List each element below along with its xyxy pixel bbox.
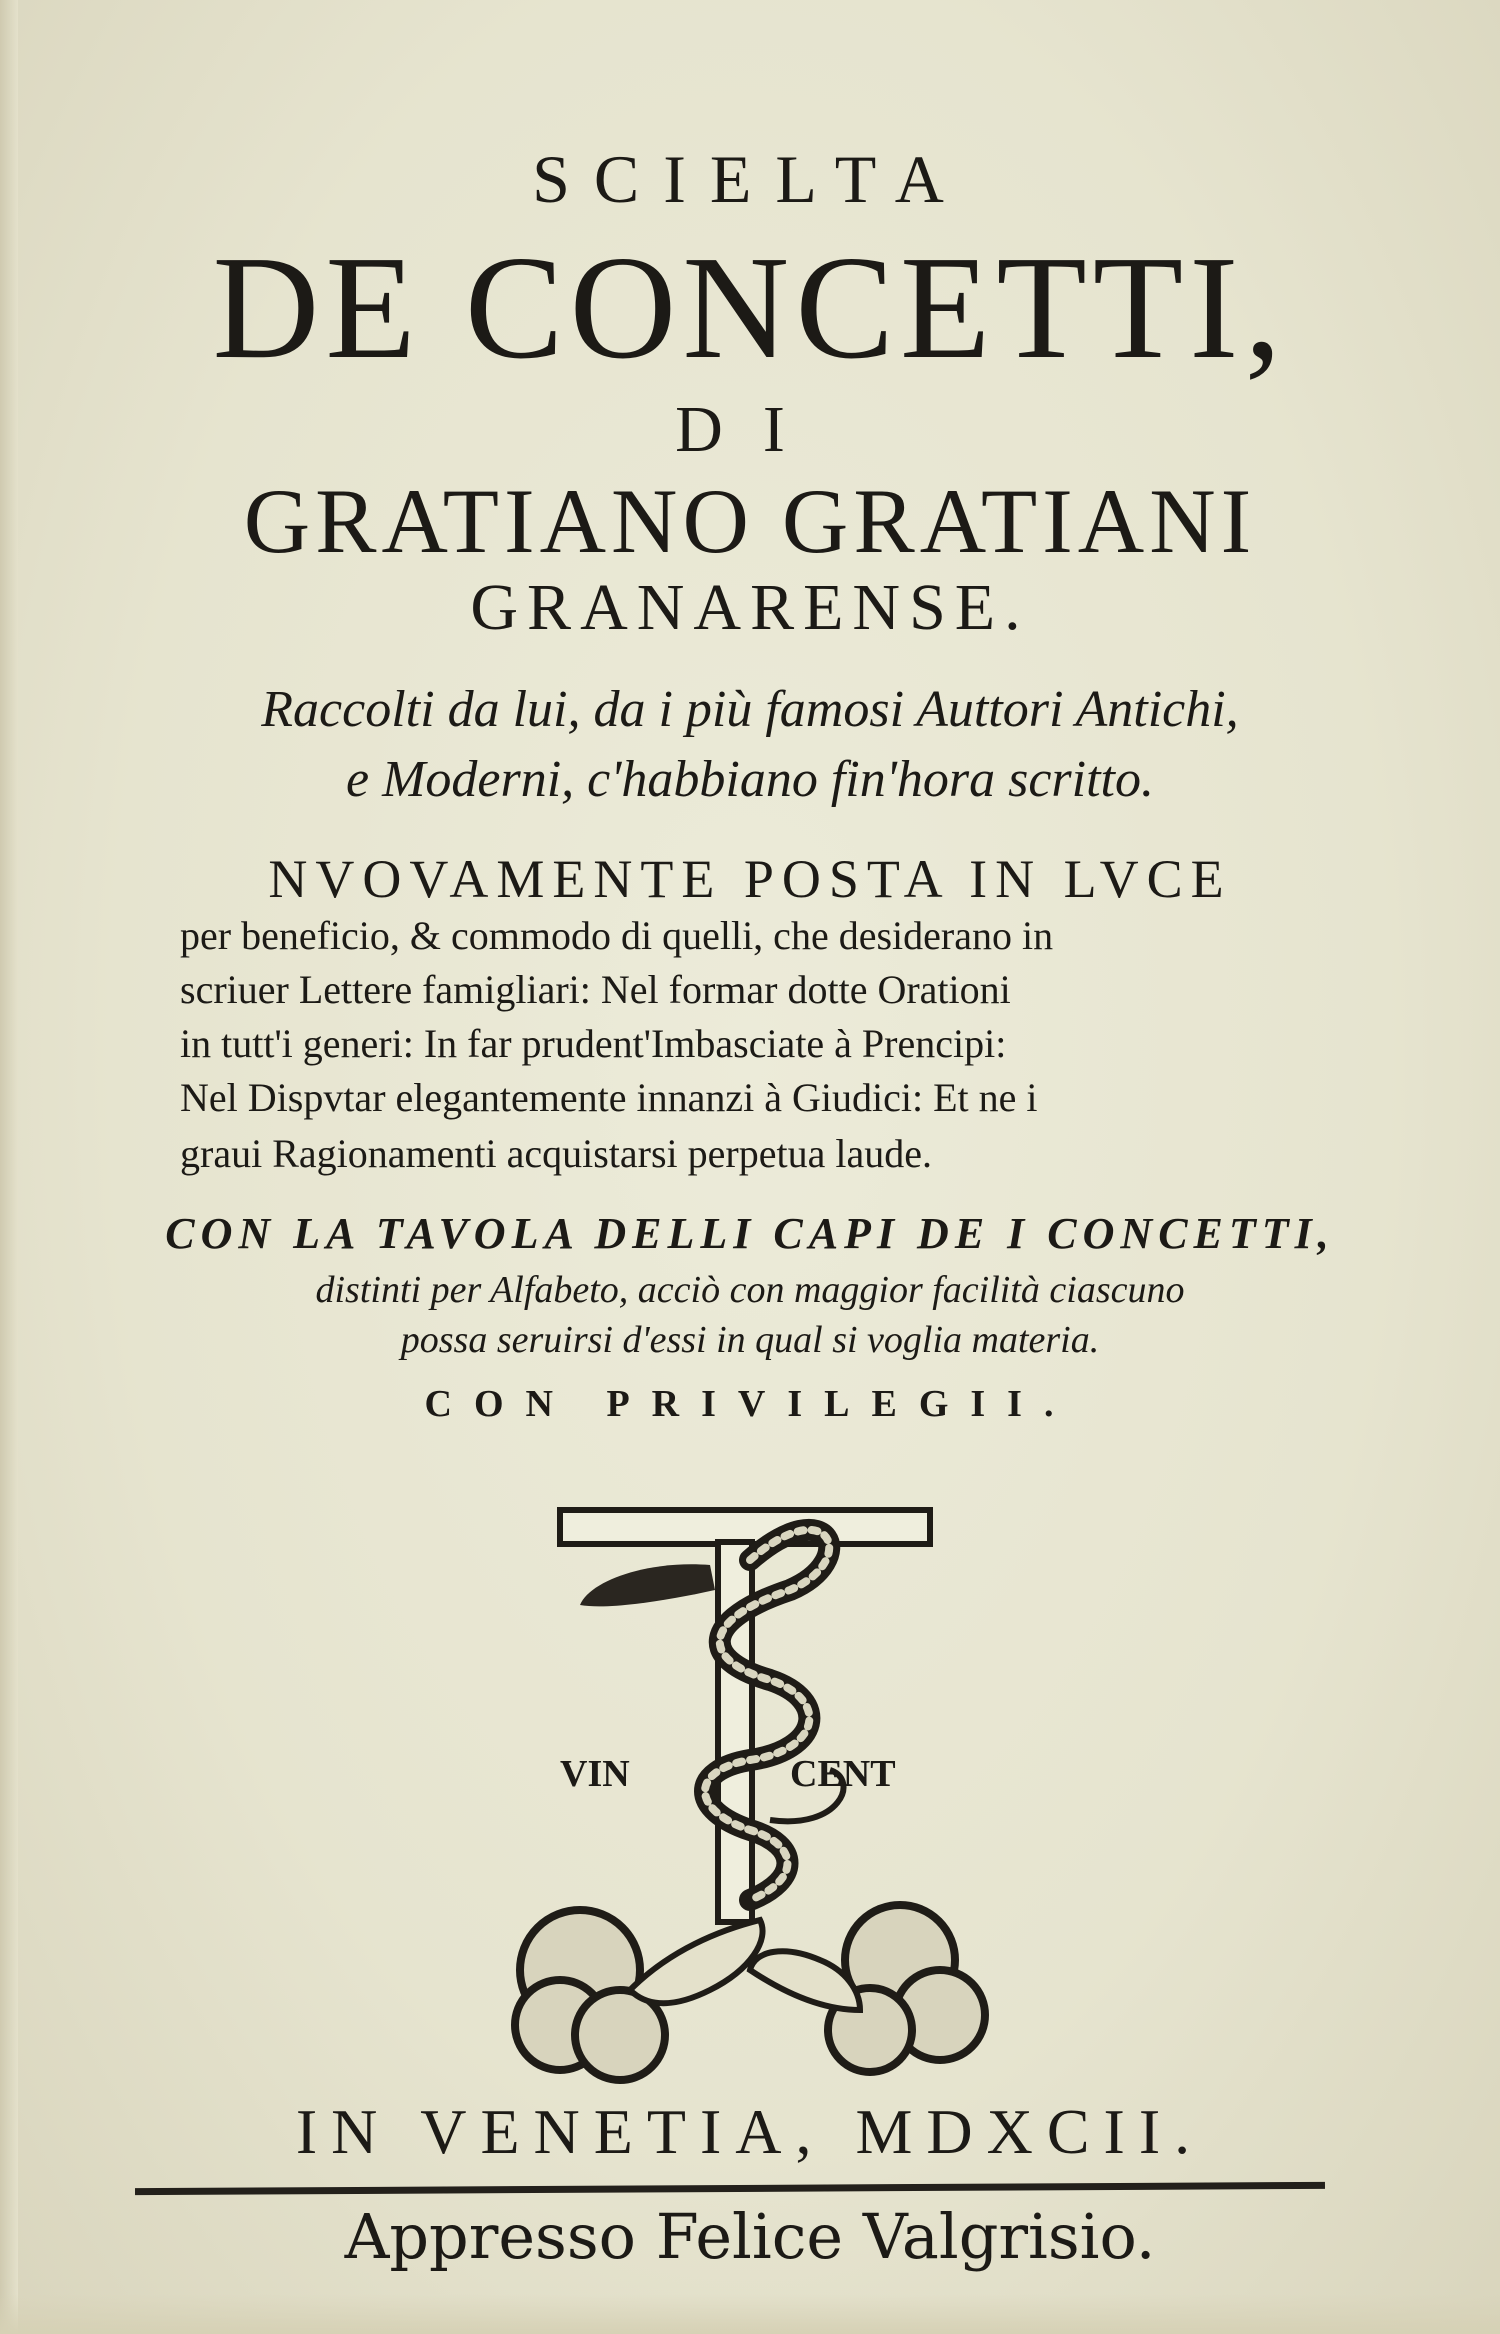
contents-note-line-3: possa seruirsi d'essi in qual si voglia materia. xyxy=(400,1319,1100,1361)
contents-note-line-1: CON LA TAVOLA DELLI CAPI DE I CONCETTI, xyxy=(165,1209,1335,1258)
privilege-line: CON PRIVILEGII. xyxy=(424,1383,1076,1425)
title-line-2: DE CONCETTI, xyxy=(212,226,1288,390)
description-heading: NVOVAMENTE POSTA IN LVCE xyxy=(268,849,1232,909)
description-line-2: scriuer Lettere famigliari: Nel formar dotte Orationi xyxy=(180,967,1011,1012)
imprint-place-date: IN VENETIA, MDXCII. xyxy=(295,2096,1205,2167)
subtitle-line-2: e Moderni, c'habbiano fin'hora scritto. xyxy=(346,751,1154,808)
motto-left: VIN xyxy=(560,1753,630,1795)
description-line-3: in tutt'i generi: In far prudent'Imbasciate à Prencipi: xyxy=(180,1021,1007,1066)
contents-note-line-2: distinti per Alfabeto, acciò con maggior facilità ciascuno xyxy=(315,1269,1185,1311)
description-line-4: Nel Dispvtar elegantemente innanzi à Giudici: Et ne i xyxy=(180,1075,1038,1120)
title-line-3: DI xyxy=(675,393,825,466)
description-line-1: per beneficio, & commodo di quelli, che desiderano in xyxy=(180,913,1054,958)
page-edge-bottom xyxy=(0,2294,1500,2334)
imprint-printer: Appresso Felice Valgrisio. xyxy=(344,2200,1156,2273)
subtitle-line-1: Raccolti da lui, da i più famosi Auttori Antichi, xyxy=(261,681,1239,738)
title-line-1: SCIELTA xyxy=(532,141,968,217)
author-name: GRATIANO GRATIANI xyxy=(243,470,1257,572)
imprint-rule xyxy=(135,2182,1325,2195)
motto-right: CENT xyxy=(790,1753,896,1795)
description-line-5: graui Ragionamenti acquistarsi perpetua laude. xyxy=(180,1131,932,1176)
author-origin: GRANARENSE. xyxy=(470,571,1030,644)
